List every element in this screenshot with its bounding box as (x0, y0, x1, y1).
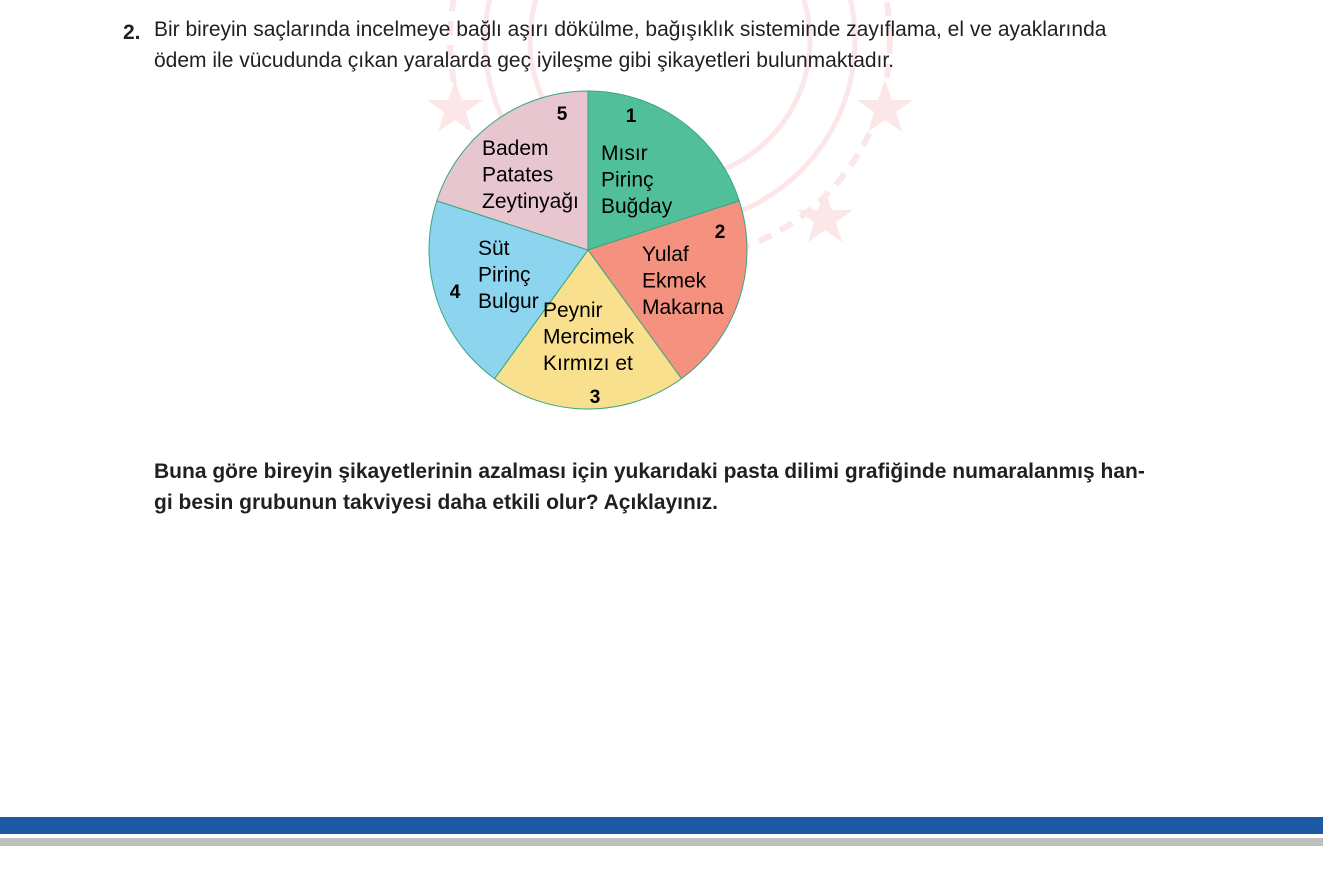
pie-slice-number: 4 (449, 282, 461, 303)
footer-gray-bar (0, 838, 1323, 846)
pie-slice-food-label: Yulaf (642, 243, 689, 266)
pie-slice-food-label: Pirinç (478, 263, 531, 287)
pie-slice-food-label: Patates (482, 163, 554, 187)
pie-slice-food-label: Buğday (601, 195, 673, 218)
question-text-line: Bir bireyin saçlarında incelmeye bağlı aşırı dökülme, bağışıklık sisteminde zayıflama, el ve ayaklarında (154, 18, 1107, 41)
pie-slice-food-label: Mercimek (543, 325, 635, 349)
pie-slice-food-label: Bulgur (478, 290, 539, 313)
pie-slice-food-label: Pirinç (601, 168, 654, 192)
pie-slice-food-label: Ekmek (642, 269, 707, 293)
pie-slice-food-label: Kırmızı et (543, 352, 633, 375)
pie-slice-food-label: Makarna (642, 296, 724, 319)
question-prompt (154, 456, 1214, 518)
pie-slice-number: 3 (589, 387, 601, 408)
footer-blue-bar (0, 817, 1323, 834)
question-prompt-line: gi besin grubunun takviyesi daha etkili olur? Açıklayınız. (154, 491, 719, 514)
pie-slice-food-label: Süt (478, 237, 510, 260)
question-prompt-line: Buna göre bireyin şikayetlerinin azalması için yukarıdaki pasta dilimi grafiğinde numaralanmış han- (154, 460, 1145, 483)
pie-slice-food-label: Zeytinyağı (482, 190, 579, 213)
pie-slice-number: 2 (714, 222, 726, 243)
pie-slice-food-label: Peynir (543, 299, 603, 322)
question-number: 2. (123, 21, 141, 44)
question-text-line: ödem ile vücudunda çıkan yaralarda geç iyileşme gibi şikayetleri bulunmaktadır. (154, 49, 895, 72)
pie-slice-food-label: Badem (482, 137, 549, 160)
pie-slice-number: 1 (625, 106, 637, 127)
pie-slice-food-label: Mısır (601, 142, 648, 165)
pie-slice-number: 5 (556, 104, 568, 125)
